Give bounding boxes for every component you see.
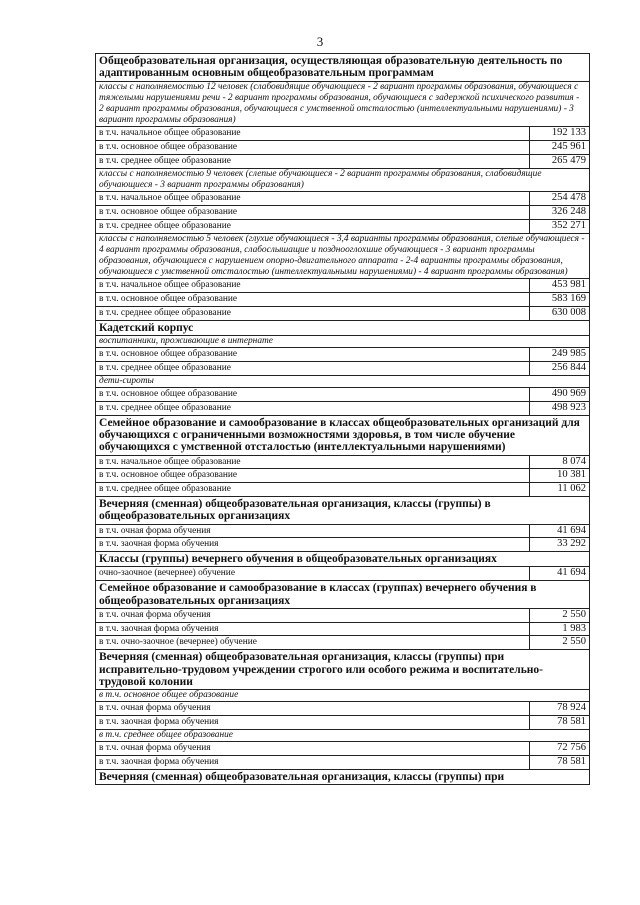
row-value: 256 844 [530, 362, 590, 376]
row-label: в т.ч. очная форма обучения [96, 702, 530, 716]
table-row [96, 388, 590, 402]
row-value: 245 961 [530, 141, 590, 155]
row-value: 2 550 [530, 636, 590, 650]
table-row [96, 622, 590, 636]
section-note-text: классы с наполняемостью 5 человек (глухие обучающиеся - 3,4 варианты программы образования, слепые обучающиеся - 4 вариант программы образования, слабослышащие и позднооглохшие обучающиеся - 3 вариант программы образования, обучающиеся с нарушением опорно-двигательного аппарата - 2-4 варианты программы образования, обучающиеся с умственной отсталостью (интеллектуальными нарушениями) - 4 вариант программы образования) [96, 233, 590, 279]
section-note-text: в т.ч. среднее общее образование [96, 729, 590, 741]
section-note-text: воспитанники, проживающие в интернате [96, 336, 590, 348]
table-row [96, 362, 590, 376]
page-number: 3 [316, 34, 324, 49]
row-label: в т.ч. среднее общее образование [96, 307, 530, 321]
row-label: в т.ч. среднее общее образование [96, 219, 530, 233]
row-label: в т.ч. начальное общее образование [96, 279, 530, 293]
table-row [96, 155, 590, 169]
row-label: очно-заочное (вечернее) обучение [96, 567, 530, 581]
row-value: 352 271 [530, 219, 590, 233]
row-value: 192 133 [530, 127, 590, 141]
row-label: в т.ч. основное общее образование [96, 141, 530, 155]
section-header [96, 320, 590, 335]
row-label: в т.ч. среднее общее образование [96, 401, 530, 415]
row-label: в т.ч. основное общее образование [96, 293, 530, 307]
row-label: в т.ч. основное общее образование [96, 469, 530, 483]
table-row [96, 742, 590, 756]
section-header [96, 54, 590, 82]
row-label: в т.ч. заочная форма обучения [96, 622, 530, 636]
row-value: 453 981 [530, 279, 590, 293]
row-value: 78 581 [530, 716, 590, 730]
row-value: 78 581 [530, 755, 590, 769]
row-value: 630 008 [530, 307, 590, 321]
row-value: 41 694 [530, 524, 590, 538]
table-row [96, 206, 590, 220]
table-row [96, 483, 590, 497]
row-label: в т.ч. начальное общее образование [96, 127, 530, 141]
row-value: 72 756 [530, 742, 590, 756]
table-row [96, 702, 590, 716]
section-note [96, 81, 590, 127]
row-value: 2 550 [530, 608, 590, 622]
row-value: 1 983 [530, 622, 590, 636]
row-value: 33 292 [530, 538, 590, 552]
section-note [96, 729, 590, 741]
section-note [96, 233, 590, 279]
row-value: 265 479 [530, 155, 590, 169]
section-header-text: Семейное образование и самообразование в классах общеобразовательных организаций для обучающихся с ограниченными возможностями здоровья, в том числе обучение обучающихся с умственной отсталостью (интеллектуальными нарушениями) [96, 415, 590, 455]
row-label: в т.ч. начальное общее образование [96, 192, 530, 206]
table-row [96, 192, 590, 206]
row-value: 41 694 [530, 567, 590, 581]
table-row [96, 636, 590, 650]
table-row [96, 755, 590, 769]
row-label: в т.ч. очная форма обучения [96, 524, 530, 538]
row-label: в т.ч. среднее общее образование [96, 483, 530, 497]
section-header-text: Общеобразовательная организация, осуществляющая образовательную деятельность по адаптированным основным общеобразовательным программам [96, 54, 590, 82]
section-note [96, 375, 590, 387]
row-value: 498 923 [530, 401, 590, 415]
section-note [96, 336, 590, 348]
section-header-text: Семейное образование и самообразование в классах (группах) вечернего обучения в общеобразовательных организациях [96, 581, 590, 609]
row-label: в т.ч. начальное общее образование [96, 455, 530, 469]
row-value: 583 169 [530, 293, 590, 307]
table-row [96, 279, 590, 293]
row-label: в т.ч. среднее общее образование [96, 362, 530, 376]
section-header [96, 769, 590, 784]
row-value: 490 969 [530, 388, 590, 402]
section-note [96, 168, 590, 191]
section-note-text: в т.ч. основное общее образование [96, 690, 590, 702]
row-value: 11 062 [530, 483, 590, 497]
section-header [96, 415, 590, 455]
row-label: в т.ч. очная форма обучения [96, 608, 530, 622]
table-row [96, 307, 590, 321]
tariff-table [95, 53, 590, 785]
row-value: 10 381 [530, 469, 590, 483]
section-header-text: Классы (группы) вечернего обучения в общеобразовательных организациях [96, 552, 590, 567]
table-row [96, 293, 590, 307]
table-row [96, 608, 590, 622]
section-header [96, 581, 590, 609]
tariff-table-body [96, 54, 590, 785]
section-header [96, 496, 590, 524]
section-header-text: Вечерняя (сменная) общеобразовательная организация, классы (группы) при [96, 769, 590, 784]
section-note-text: дети-сироты [96, 375, 590, 387]
table-row [96, 538, 590, 552]
table-row [96, 455, 590, 469]
section-note-text: классы с наполняемостью 9 человек (слепые обучающиеся - 2 вариант программы образования, слабовидящие обучающиеся - 3 вариант программы образования) [96, 168, 590, 191]
row-value: 254 478 [530, 192, 590, 206]
table-row [96, 469, 590, 483]
row-label: в т.ч. заочная форма обучения [96, 716, 530, 730]
row-value: 78 924 [530, 702, 590, 716]
section-note-text: классы с наполняемостью 12 человек (слабовидящие обучающиеся - 2 вариант программы образования, обучающиеся с тяжелыми нарушениями речи - 2 вариант программы образования, обучающиеся с задержкой психического развития - 2 вариант программы образования, обучающиеся с умственной отсталостью (интеллектуальными нарушениями) - 3 вариант программы образования) [96, 81, 590, 127]
table-row [96, 219, 590, 233]
row-label: в т.ч. основное общее образование [96, 206, 530, 220]
section-header [96, 650, 590, 690]
row-label: в т.ч. очная форма обучения [96, 742, 530, 756]
section-header-text: Вечерняя (сменная) общеобразовательная организация, классы (группы) в общеобразовательных организациях [96, 496, 590, 524]
row-label: в т.ч. среднее общее образование [96, 155, 530, 169]
row-label: в т.ч. очно-заочное (вечернее) обучение [96, 636, 530, 650]
row-label: в т.ч. заочная форма обучения [96, 538, 530, 552]
row-value: 326 248 [530, 206, 590, 220]
table-row [96, 524, 590, 538]
table-row [96, 141, 590, 155]
row-value: 8 074 [530, 455, 590, 469]
table-row [96, 567, 590, 581]
section-header-text: Вечерняя (сменная) общеобразовательная организация, классы (группы) при исправительно-трудовом учреждении строгого или особого режима и воспитательно-трудовой колонии [96, 650, 590, 690]
section-header [96, 552, 590, 567]
row-label: в т.ч. заочная форма обучения [96, 755, 530, 769]
table-row [96, 348, 590, 362]
row-label: в т.ч. основное общее образование [96, 348, 530, 362]
table-row [96, 127, 590, 141]
table-row [96, 401, 590, 415]
section-note [96, 690, 590, 702]
table-row [96, 716, 590, 730]
row-label: в т.ч. основное общее образование [96, 388, 530, 402]
section-header-text: Кадетский корпус [96, 320, 590, 335]
row-value: 249 985 [530, 348, 590, 362]
